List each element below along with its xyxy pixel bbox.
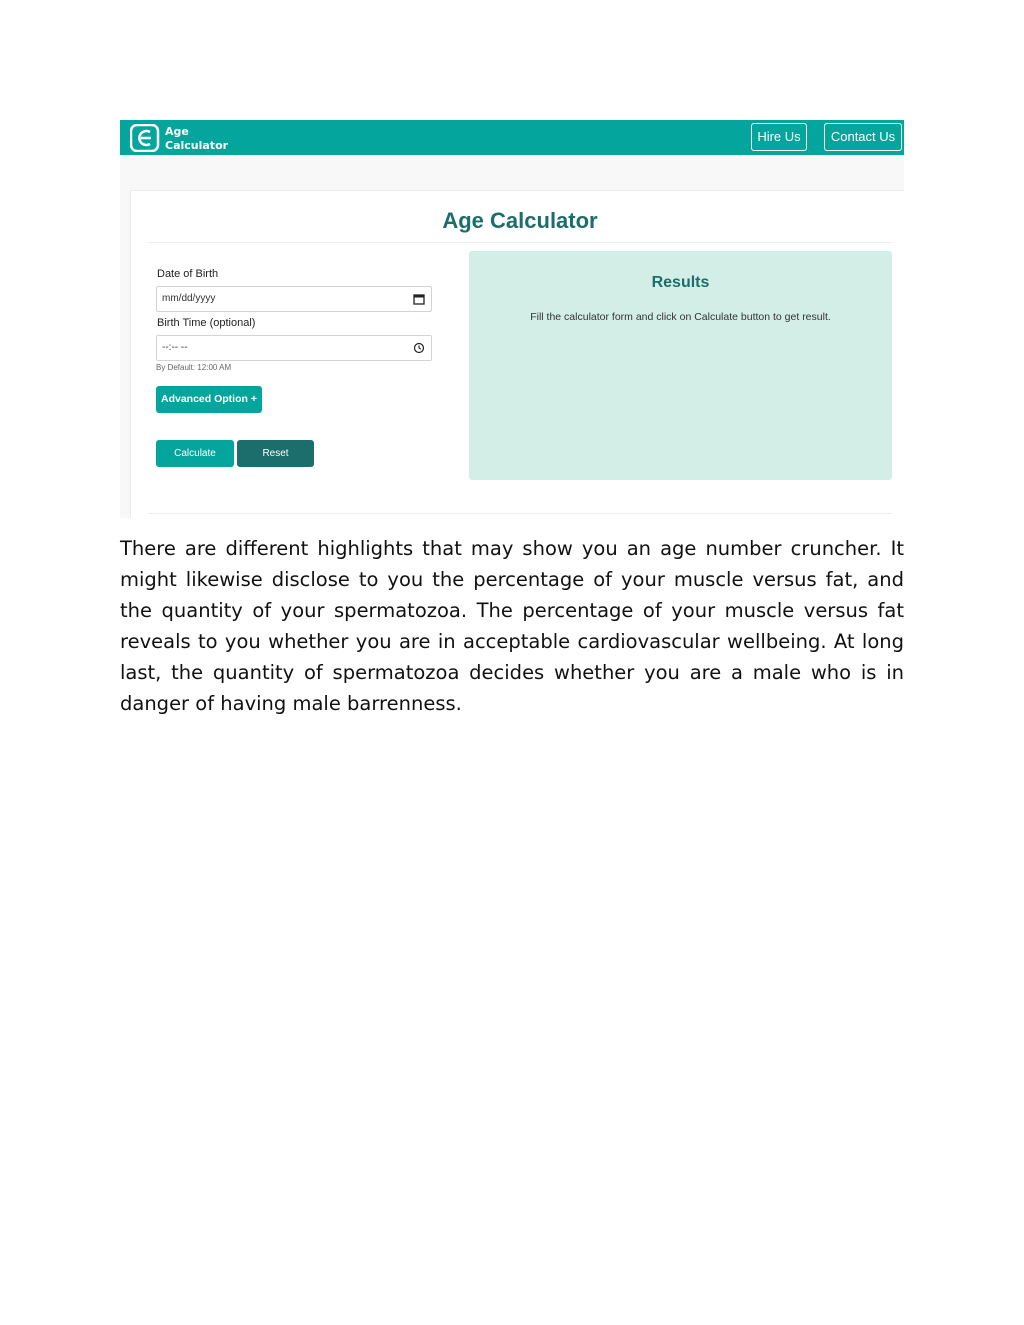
page-title: Age Calculator — [442, 208, 598, 233]
clock-icon[interactable] — [413, 342, 425, 354]
divider — [148, 242, 892, 243]
navbar — [120, 120, 904, 155]
calculate-button[interactable]: Calculate — [156, 440, 234, 467]
dob-value: mm/dd/yyyy — [162, 293, 216, 304]
results-panel — [469, 251, 892, 480]
logo-line-2: Calculator — [165, 139, 229, 152]
birth-time-input[interactable] — [156, 335, 432, 361]
divider-bottom — [148, 513, 892, 514]
results-message: Fill the calculator form and click on Calculate button to get result. — [530, 311, 831, 323]
logo-text[interactable] — [165, 125, 228, 153]
reset-button[interactable]: Reset — [237, 440, 314, 467]
age-calculator-screenshot — [120, 120, 904, 518]
dob-input[interactable] — [156, 286, 432, 312]
birth-time-value: --:-- -- — [162, 342, 188, 353]
results-title: Results — [651, 274, 710, 291]
calendar-icon[interactable] — [413, 293, 425, 305]
logo-icon — [130, 124, 160, 152]
birth-time-hint: By Default: 12:00 AM — [156, 363, 232, 372]
advanced-option-button[interactable]: Advanced Option + — [156, 386, 262, 413]
hire-us-button[interactable]: Hire Us — [751, 123, 807, 151]
contact-us-button[interactable]: Contact Us — [824, 123, 902, 151]
logo-line-1: Age — [165, 125, 189, 138]
body-paragraph: There are different highlights that may show you an age number cruncher. It might likewise disclose to you the percentage of your muscle versus fat, and the quantity of your spermatozoa. The percentage of your muscle versus fat reveals to you whether you are in acceptable cardiovascular wellbeing. At long last, the quantity of spermatozoa decides whether you are a male who is in danger of having male barrenness. — [120, 537, 904, 715]
dob-label: Date of Birth — [157, 268, 219, 280]
birth-time-label: Birth Time (optional) — [157, 317, 256, 329]
